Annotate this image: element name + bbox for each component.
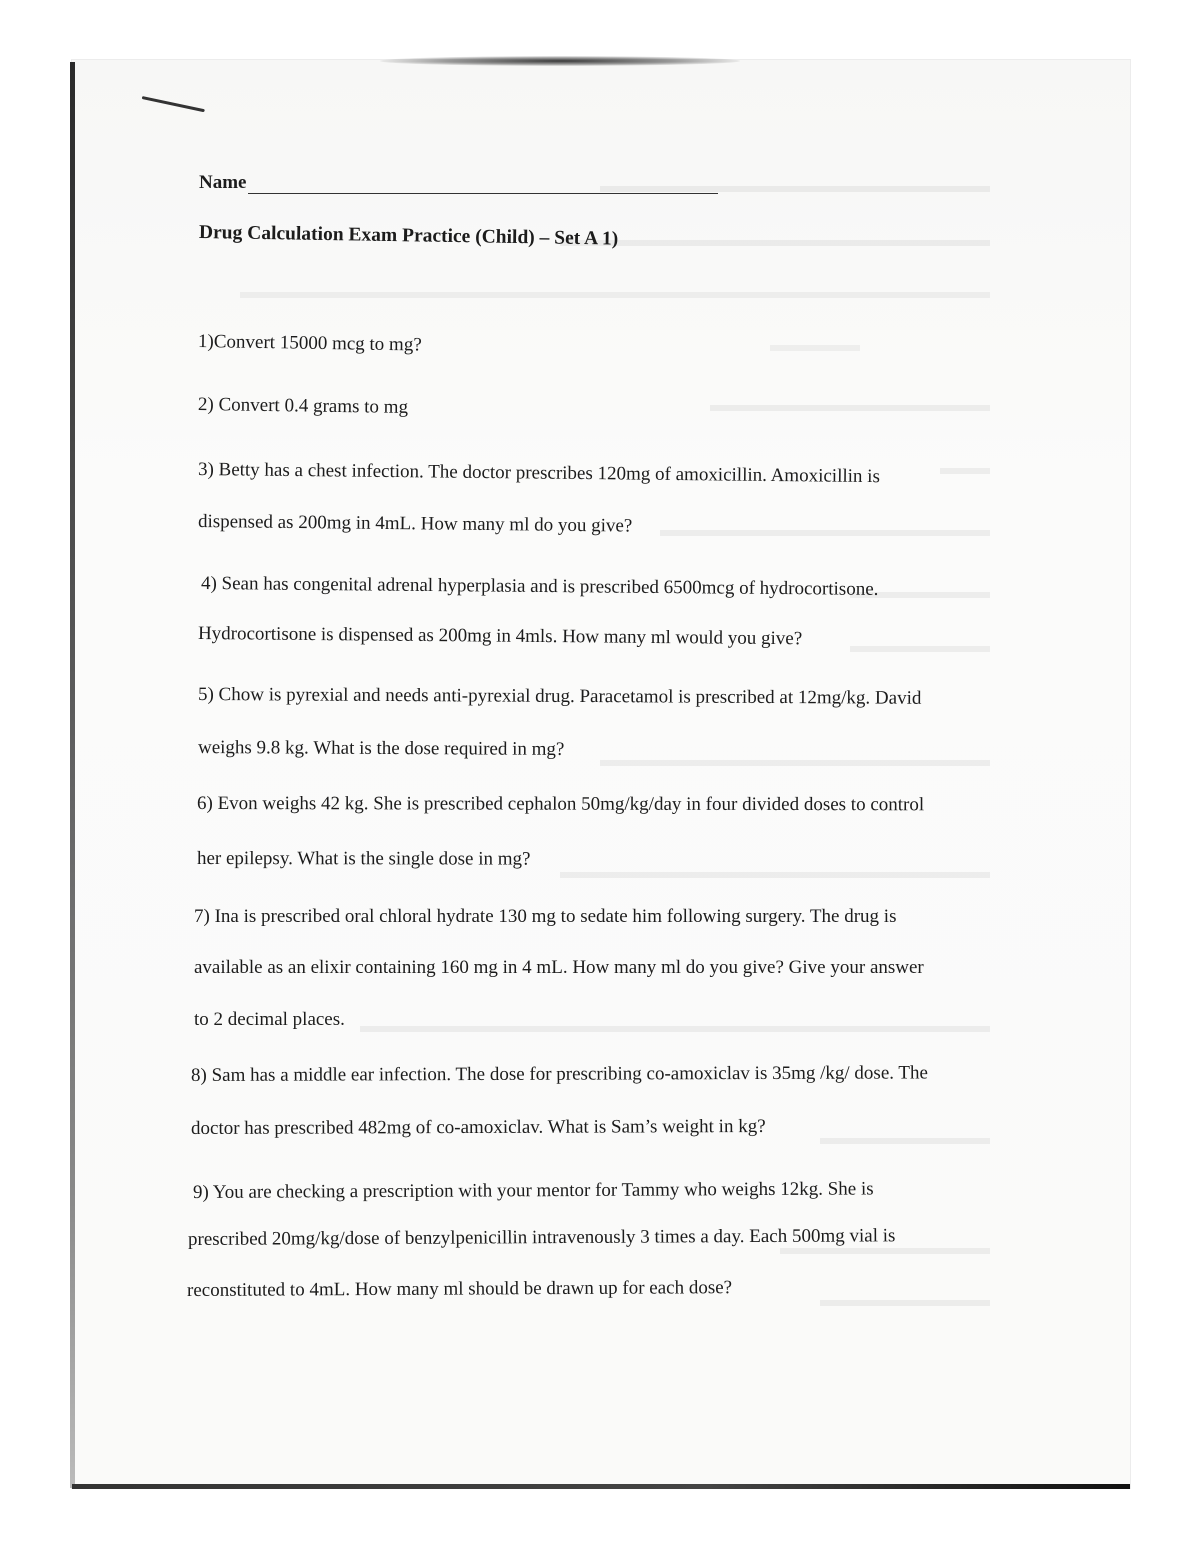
show-through-line (560, 240, 990, 246)
question-6-line-2: her epilepsy. What is the single dose in mg? (196, 848, 531, 870)
question-7-line-2: available as an elixir containing 160 mg in 4 mL. How many ml do you give? Give your answer (194, 957, 924, 978)
name-label: Name (199, 172, 247, 193)
show-through-line (850, 646, 990, 652)
question-8-line-2: doctor has prescribed 482mg of co-amoxiclav. What is Sam’s weight in kg? (190, 1115, 766, 1139)
show-through-line (940, 468, 990, 474)
question-9-line-2: prescribed 20mg/kg/dose of benzylpenicillin intravenously 3 times a day. Each 500mg vial is (187, 1225, 896, 1250)
question-5-line-1: 5) Chow is pyrexial and needs anti-pyrexial drug. Paracetamol is prescribed at 12mg/kg. David (197, 684, 922, 709)
sheet-bottom-edge (72, 1484, 1130, 1489)
question-6-line-1: 6) Evon weighs 42 kg. She is prescribed cephalon 50mg/kg/day in four divided doses to control (196, 793, 925, 816)
question-9-line-3: reconstituted to 4mL. How many ml should be drawn up for each dose? (186, 1277, 733, 1301)
question-9-line-1: 9) You are checking a prescription with your mentor for Tammy who weighs 12kg. She is (192, 1178, 874, 1203)
show-through-line (560, 872, 990, 878)
show-through-line (770, 345, 860, 351)
question-8-line-1: 8) Sam has a middle ear infection. The dose for prescribing co-amoxiclav is 35mg /kg/ dose. The (190, 1062, 928, 1086)
name-field (199, 172, 718, 194)
question-7-line-1: 7) Ina is prescribed oral chloral hydrate 130 mg to sedate him following surgery. The drug is (194, 906, 897, 927)
paper-sheet (72, 60, 1130, 1488)
question-4-line-2: Hydrocortisone is dispensed as 200mg in 4mls. How many ml would you give? (197, 623, 803, 650)
question-3-line-1: 3) Betty has a chest infection. The doctor prescribes 120mg of amoxicillin. Amoxicillin is (197, 459, 880, 488)
show-through-line (780, 1248, 990, 1254)
show-through-line (820, 1138, 990, 1144)
sheet-left-edge (70, 62, 75, 1488)
question-5-line-2: weighs 9.8 kg. What is the dose required in mg? (197, 737, 565, 760)
question-2-line-1: 2) Convert 0.4 grams to mg (197, 394, 409, 418)
show-through-line (360, 1026, 990, 1032)
question-3-line-2: dispensed as 200mg in 4mL. How many ml do you give? (197, 511, 633, 537)
name-blank-line (248, 175, 718, 194)
question-7-line-3: to 2 decimal places. (194, 1009, 345, 1030)
show-through-line (600, 760, 990, 766)
question-4-line-1: 4) Sean has congenital adrenal hyperplasia and is prescribed 6500mcg of hydrocortisone. (200, 573, 879, 600)
show-through-line (660, 530, 990, 536)
show-through-line (820, 1300, 990, 1306)
top-binding-shadow (380, 56, 740, 66)
show-through-line (240, 292, 990, 298)
page-title: Drug Calculation Exam Practice (Child) – Set A 1) (198, 222, 619, 250)
question-1-line-1: 1)Convert 15000 mcg to mg? (197, 331, 422, 356)
show-through-line (710, 405, 990, 411)
